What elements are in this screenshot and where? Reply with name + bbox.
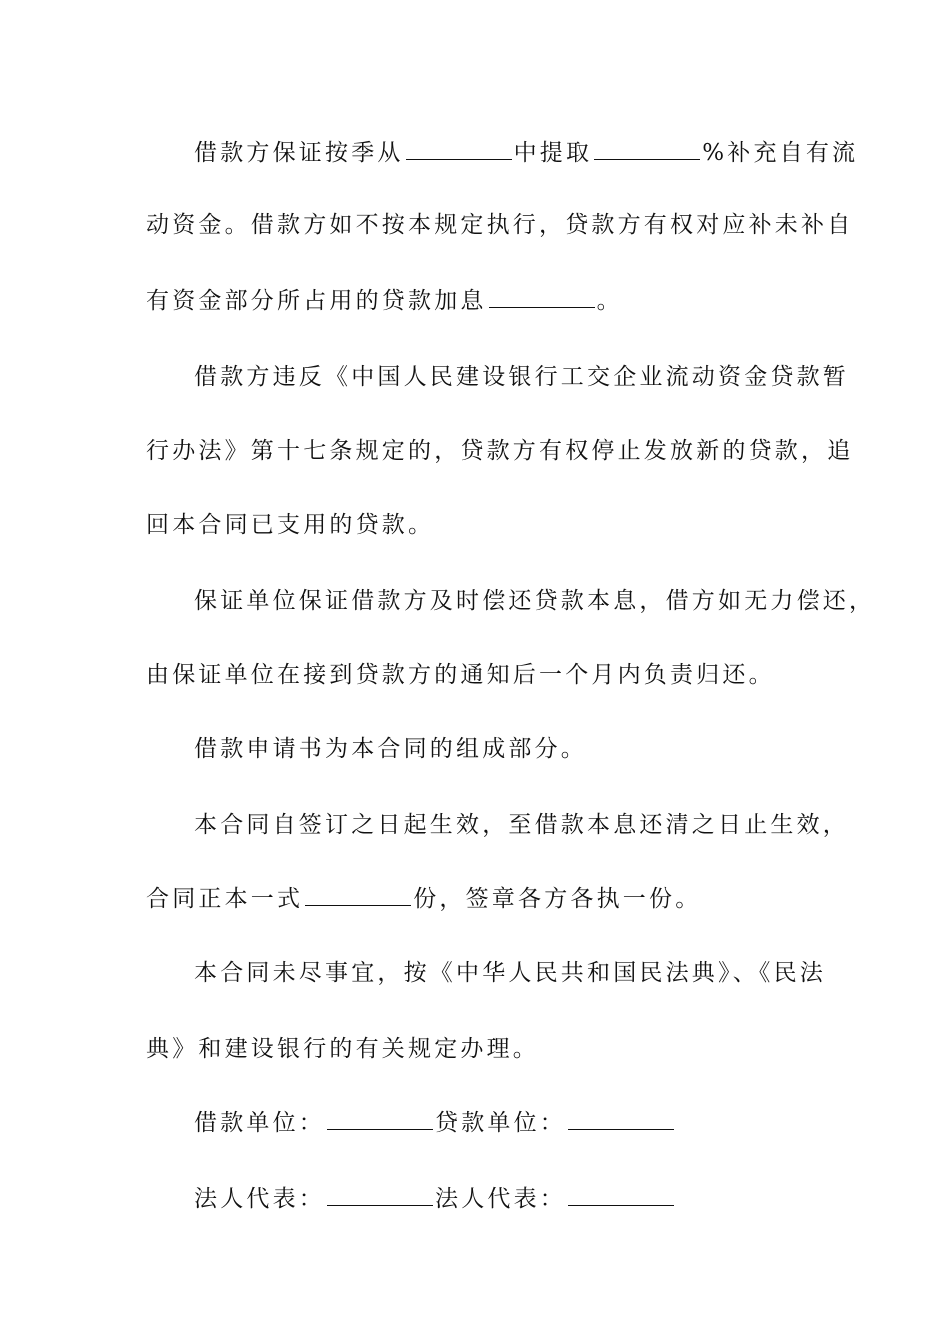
- paragraph-1-line-1: [194, 138, 858, 168]
- lender-label: 贷款单位：: [435, 1110, 566, 1136]
- signature-row-legal-representatives: [194, 1184, 676, 1214]
- paragraph-5-line-1: 本合同自签订之日起生效，至借款本息还清之日止生效，: [194, 812, 849, 838]
- text: 份，签章各方各执一份。: [413, 886, 702, 912]
- fill-in-blank: [568, 1185, 674, 1206]
- text: 。: [596, 288, 623, 314]
- fill-in-blank: [327, 1109, 433, 1130]
- text: 借款方保证按季从: [194, 140, 404, 166]
- paragraph-2-line-3: 回本合同已支用的贷款。: [146, 512, 435, 538]
- legal-rep-label: 法人代表：: [435, 1186, 566, 1212]
- paragraph-4-line-1: 借款申请书为本合同的组成部分。: [194, 736, 587, 762]
- text: 中提取: [513, 140, 593, 166]
- paragraph-1-line-3: [146, 286, 623, 316]
- fill-in-blank: [305, 885, 411, 906]
- fill-in-blank: [594, 139, 700, 160]
- paragraph-3-line-1: 保证单位保证借款方及时偿还贷款本息，借方如无力偿还，: [194, 588, 876, 614]
- paragraph-2-line-1: 借款方违反《中国人民建设银行工交企业流动资金贷款暂: [194, 364, 849, 390]
- legal-rep-label: 法人代表：: [194, 1186, 325, 1212]
- paragraph-6-line-1: 本合同未尽事宜，按《中华人民共和国民法典》、《民法: [194, 960, 826, 986]
- fill-in-blank: [489, 287, 595, 308]
- paragraph-3-line-2: 由保证单位在接到贷款方的通知后一个月内负责归还。: [146, 662, 775, 688]
- text: 有资金部分所占用的贷款加息: [146, 288, 487, 314]
- paragraph-5-line-2: [146, 884, 701, 914]
- fill-in-blank: [327, 1185, 433, 1206]
- fill-in-blank: [568, 1109, 674, 1130]
- signature-row-borrower-lender: [194, 1108, 676, 1138]
- fill-in-blank: [406, 139, 512, 160]
- paragraph-6-line-2: 典》和建设银行的有关规定办理。: [146, 1036, 539, 1062]
- text: %补充自有流: [702, 140, 859, 166]
- paragraph-1-line-2: 动资金。借款方如不按本规定执行，贷款方有权对应补未补自: [146, 212, 854, 238]
- borrower-label: 借款单位：: [194, 1110, 325, 1136]
- text: 合同正本一式: [146, 886, 304, 912]
- paragraph-2-line-2: 行办法》第十七条规定的，贷款方有权停止发放新的贷款，追: [146, 438, 854, 464]
